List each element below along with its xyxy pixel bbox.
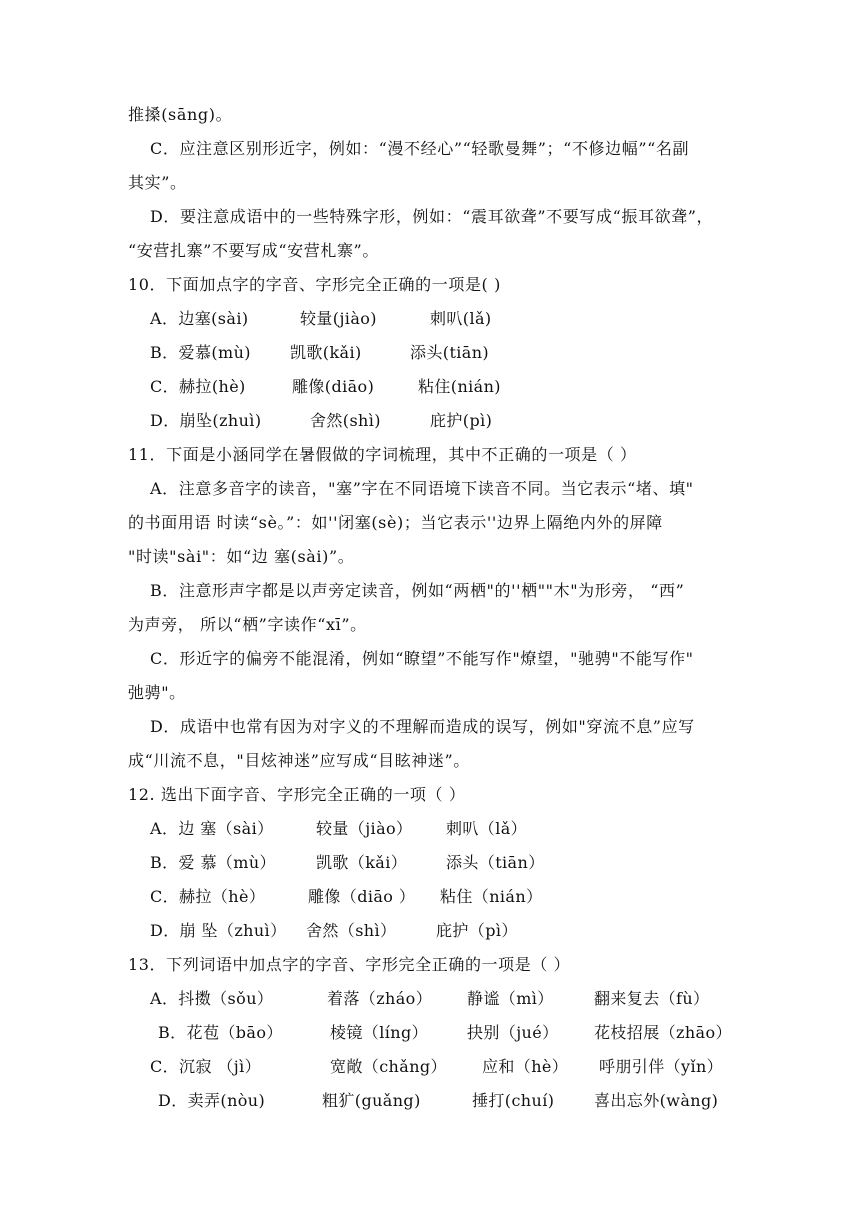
text-content: 成“川流不息，"目炫神迷”应写成“目眩神迷”。 <box>128 751 470 770</box>
continued-text-line <box>0 98 860 132</box>
option-item: 刺叭（lǎ） <box>446 819 528 838</box>
option-item: 雕像(diāo) <box>292 377 375 396</box>
text-content: 10．下面加点字的字音、字形完全正确的一项是( ) <box>128 275 501 294</box>
q10-option-b <box>0 336 860 370</box>
option-item: C．赫拉(hè) <box>150 377 246 396</box>
option-item: C．沉寂 （jì） <box>150 1057 262 1076</box>
option-item: D．卖弄(nòu) <box>158 1091 266 1110</box>
option-item: 较量(jiào) <box>300 309 377 328</box>
text-content: 13．下列词语中加点字的字音、字形完全正确的一项是（ ） <box>128 955 571 974</box>
option-item: 翻来复去（fù） <box>594 989 710 1008</box>
option-item: 庇护(pì) <box>430 411 493 430</box>
option-item: 静谧（mì） <box>467 989 554 1008</box>
q12-option-d <box>0 914 860 948</box>
option-item: 舍然（shì） <box>306 921 397 940</box>
q10-option-d <box>0 404 860 438</box>
text-content: 为声旁， 所以“栖”字读作“xī”。 <box>128 615 367 634</box>
option-c-text <box>0 132 860 166</box>
question-12 <box>0 778 860 812</box>
option-item: 着落（zháo） <box>327 989 433 1008</box>
option-item: 凯歌(kǎi) <box>290 343 362 362</box>
option-item: A．边 塞（sài） <box>150 819 274 838</box>
option-item: 花枝招展（zhāo） <box>594 1023 732 1042</box>
option-item: 凯歌（kǎi） <box>316 853 408 872</box>
text-content: 弛骋"。 <box>128 683 186 702</box>
option-item: 庇护（pì） <box>436 921 518 940</box>
option-item: D．崩 坠（zhuì） <box>150 921 287 940</box>
option-item: 呼朋引伴（yǐn） <box>599 1057 724 1076</box>
q12-option-c <box>0 880 860 914</box>
q11-option-a-cont <box>0 506 860 540</box>
q11-option-b <box>0 574 860 608</box>
option-item: 抉别（jué） <box>467 1023 559 1042</box>
option-d-text-cont <box>0 234 860 268</box>
option-item: 舍然(shì) <box>310 411 381 430</box>
q10-option-c <box>0 370 860 404</box>
option-item: 棱镜（líng） <box>330 1023 428 1042</box>
option-item: 捶打(chuí) <box>472 1091 555 1110</box>
q11-option-a <box>0 472 860 506</box>
q11-option-d-cont <box>0 744 860 778</box>
option-item: 应和（hè） <box>482 1057 569 1076</box>
text-content: A．注意多音字的读音，"塞”字在不同语境下读音不同。当它表示“堵、填" <box>150 479 694 498</box>
option-item: D．崩坠(zhuì) <box>150 411 262 430</box>
option-c-text-cont <box>0 166 860 200</box>
q12-option-b <box>0 846 860 880</box>
text-content: 其实”。 <box>128 173 187 192</box>
question-11 <box>0 438 860 472</box>
option-item: 宽敞（chǎng） <box>330 1057 447 1076</box>
q13-option-c <box>0 1050 860 1084</box>
option-item: A．抖擞（sǒu） <box>150 989 274 1008</box>
option-item: 粘住（nián） <box>440 887 543 906</box>
q12-option-a <box>0 812 860 846</box>
option-item: 添头(tiān) <box>410 343 490 362</box>
option-item: B．花苞（bāo） <box>158 1023 283 1042</box>
option-item: C．赫拉（hè） <box>150 887 266 906</box>
q11-option-b-cont <box>0 608 860 642</box>
text-content: 12. 选出下面字音、字形完全正确的一项（ ） <box>128 785 466 804</box>
question-13 <box>0 948 860 982</box>
option-item: 粘住(nián) <box>418 377 501 396</box>
text-content: 的书面用语 时读“sè。”：如''闭塞(sè)；当它表示''边界上隔绝内外的屏障 <box>128 513 663 532</box>
option-item: 添头（tiān） <box>446 853 545 872</box>
text-content: 11．下面是小涵同学在暑假做的字词梳理，其中不正确的一项是（ ） <box>128 445 637 464</box>
text-content: "时读"sài"：如“边 塞(sài)”。 <box>128 547 355 566</box>
option-d-text <box>0 200 860 234</box>
q11-option-d <box>0 710 860 744</box>
q13-option-b <box>0 1016 860 1050</box>
option-item: B．爱 慕（mù） <box>150 853 276 872</box>
text-content: D．成语中也常有因为对字义的不理解而造成的误写，例如"穿流不息”应写 <box>150 717 695 736</box>
option-item: 刺叭(lǎ) <box>430 309 492 328</box>
option-item: 雕像（diāo ） <box>308 887 416 906</box>
q13-option-d <box>0 1084 860 1118</box>
q13-option-a <box>0 982 860 1016</box>
text-content: C．应注意区别形近字，例如：“漫不经心”“轻歌曼舞”；“不修边幅”“名副 <box>150 139 690 158</box>
q11-option-a-cont <box>0 540 860 574</box>
question-10 <box>0 268 860 302</box>
option-item: 喜出忘外(wàng) <box>594 1091 719 1110</box>
text-content: D．要注意成语中的一些特殊字形，例如：“震耳欲聋”不要写成“振耳欲聋”， <box>150 207 714 226</box>
text-content: C．形近字的偏旁不能混淆，例如“瞭望”不能写作"燎望，"驰骋"不能写作" <box>150 649 694 668</box>
option-item: A．边塞(sài) <box>150 309 249 328</box>
option-item: 粗犷(guǎng) <box>322 1091 421 1110</box>
option-item: B．爱慕(mù) <box>150 343 251 362</box>
text-content: B．注意形声字都是以声旁定读音，例如“两栖"的''栖""木"为形旁， “西” <box>150 581 685 600</box>
q11-option-c-cont <box>0 676 860 710</box>
q10-option-a <box>0 302 860 336</box>
text-content: 推搡(sāng)。 <box>128 105 233 124</box>
text-content: “安营扎寨”不要写成“安营札寨”。 <box>128 241 379 260</box>
option-item: 较量（jiào） <box>316 819 413 838</box>
q11-option-c <box>0 642 860 676</box>
